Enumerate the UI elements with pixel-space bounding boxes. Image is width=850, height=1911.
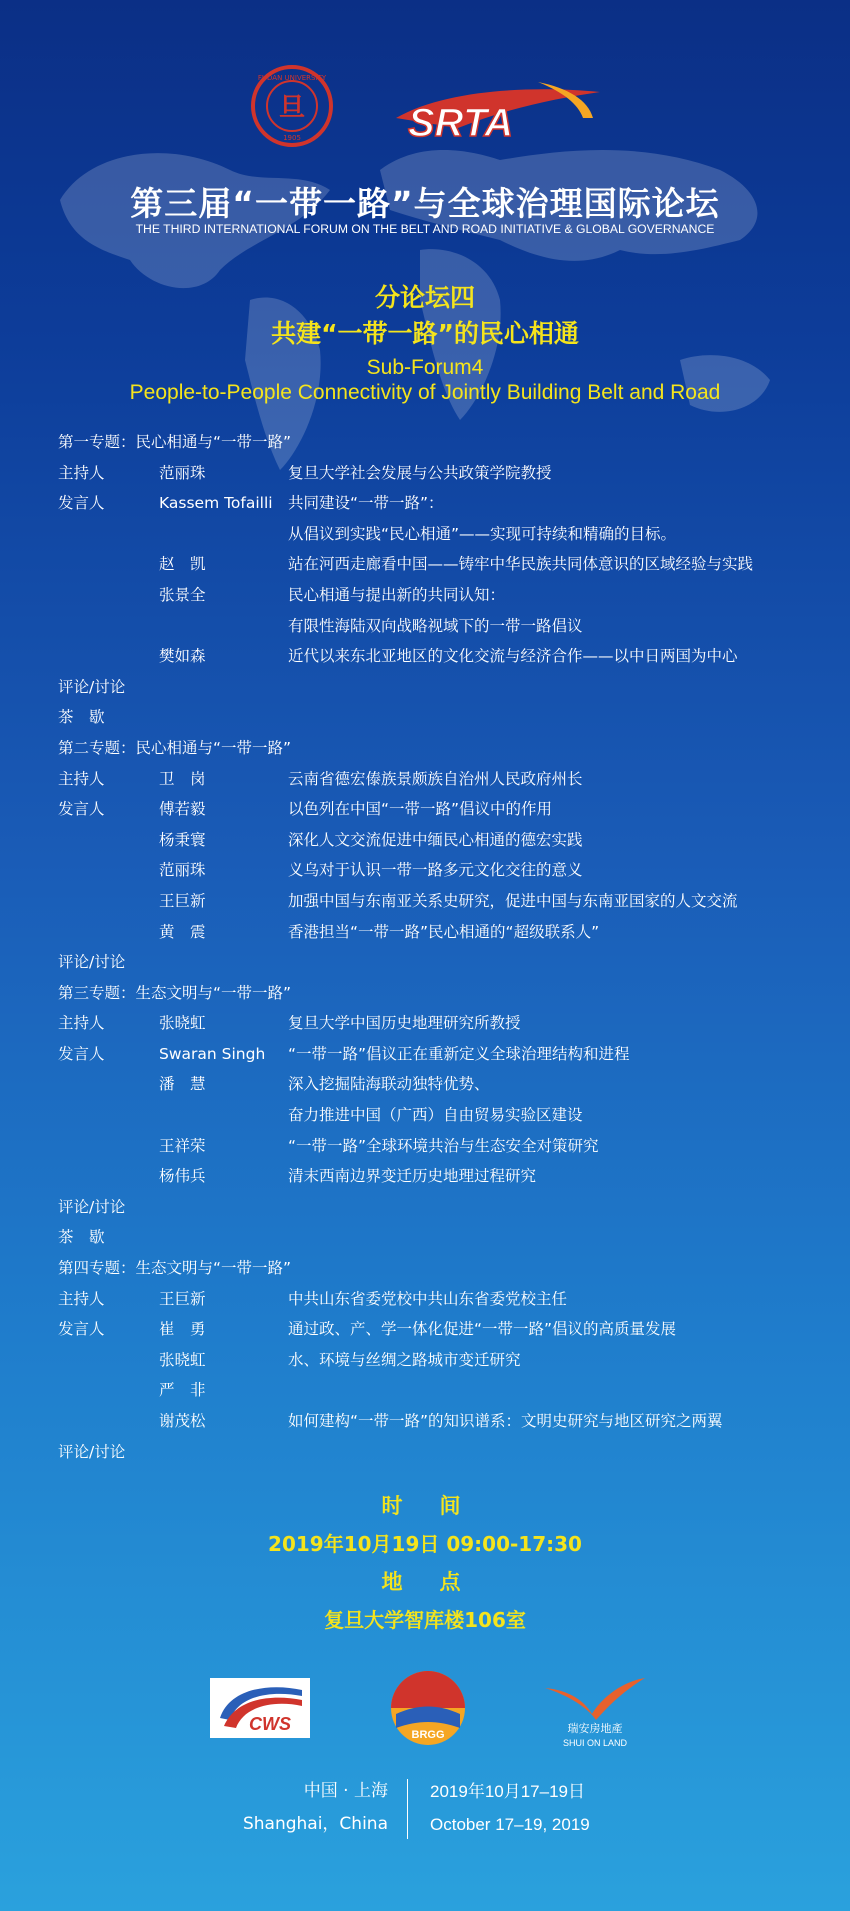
fudan-university-logo bbox=[250, 64, 334, 148]
program-schedule bbox=[58, 427, 818, 1467]
program-topic: “一带一路”全球环境共治与生态安全对策研究 bbox=[288, 1136, 599, 1155]
program-row bbox=[58, 1406, 818, 1437]
program-row bbox=[58, 1039, 818, 1070]
place-label: 地 点 bbox=[381, 1570, 469, 1594]
forum-title-cn: 第三届“一带一路”与全球治理国际论坛 bbox=[130, 184, 720, 223]
program-person: 张晓虹 bbox=[159, 1014, 206, 1033]
footer-location bbox=[243, 1775, 388, 1841]
svg-text:SRTA: SRTA bbox=[408, 101, 514, 145]
program-row bbox=[58, 458, 818, 489]
program-row bbox=[58, 1069, 818, 1100]
program-role: 主持人 bbox=[58, 1289, 105, 1308]
time-place-block bbox=[0, 1487, 850, 1639]
program-row bbox=[58, 519, 818, 550]
program-row bbox=[58, 1100, 818, 1131]
program-person: 樊如森 bbox=[159, 647, 206, 666]
program-person: 卫 岗 bbox=[159, 769, 206, 788]
program-topic: 从倡议到实践“民心相通”——实现可持续和精确的目标。 bbox=[288, 524, 677, 543]
footer bbox=[0, 1775, 850, 1845]
svg-text:旦: 旦 bbox=[278, 93, 306, 123]
program-row bbox=[58, 978, 818, 1009]
program-role: 评论/讨论 bbox=[58, 953, 126, 972]
program-row bbox=[58, 1345, 818, 1376]
program-row bbox=[58, 855, 818, 886]
program-person: 王巨新 bbox=[159, 891, 206, 910]
program-person: 杨伟兵 bbox=[159, 1167, 206, 1186]
program-row bbox=[58, 702, 818, 733]
brgg-logo-text: BRGG bbox=[411, 1729, 445, 1741]
footer-divider bbox=[407, 1779, 408, 1839]
program-row bbox=[58, 917, 818, 948]
program-row bbox=[58, 1375, 818, 1406]
date-en: October 17–19, 2019 bbox=[430, 1815, 590, 1834]
program-row bbox=[58, 1437, 818, 1468]
program-row bbox=[58, 825, 818, 856]
program-row bbox=[58, 1284, 818, 1315]
program-topic: 中共山东省委党校中共山东省委党校主任 bbox=[288, 1289, 568, 1308]
program-row bbox=[58, 886, 818, 917]
program-person: Swaran Singh bbox=[159, 1044, 266, 1063]
program-person: 傅若毅 bbox=[159, 800, 206, 819]
program-role: 评论/讨论 bbox=[58, 1442, 126, 1461]
place-value: 复旦大学智库楼106室 bbox=[324, 1608, 526, 1632]
program-topic: 义乌对于认识一带一路多元文化交往的意义 bbox=[288, 861, 583, 880]
program-row bbox=[58, 549, 818, 580]
program-row bbox=[58, 580, 818, 611]
subforum-theme-en: People-to-People Connectivity of Jointly Building Belt and Road bbox=[129, 381, 721, 404]
program-topic: 通过政、产、学一体化促进“一带一路”倡议的高质量发展 bbox=[288, 1320, 677, 1339]
cws-logo bbox=[210, 1678, 310, 1738]
program-row bbox=[58, 611, 818, 642]
program-row bbox=[58, 764, 818, 795]
forum-title-en: THE THIRD INTERNATIONAL FORUM ON THE BELT AND ROAD INITIATIVE & GLOBAL GOVERNANCE bbox=[135, 222, 715, 236]
program-person: 范丽珠 bbox=[159, 463, 206, 482]
program-person: 严 非 bbox=[159, 1381, 206, 1400]
subforum-theme-cn: 共建“一带一路”的民心相通 bbox=[271, 319, 579, 348]
program-row bbox=[58, 427, 818, 458]
program-person: 谢茂松 bbox=[159, 1412, 206, 1430]
program-role: 发言人 bbox=[58, 494, 105, 513]
program-person: 杨秉寰 bbox=[159, 830, 206, 849]
program-topic: 加强中国与东南亚关系史研究，促进中国与东南亚国家的人文交流 bbox=[288, 891, 738, 910]
footer-dates bbox=[430, 1775, 590, 1841]
shui-cn-text: 瑞安房地產 bbox=[567, 1722, 623, 1735]
program-role: 发言人 bbox=[58, 800, 105, 819]
program-row bbox=[58, 641, 818, 672]
subforum-number-cn: 分论坛四 bbox=[374, 283, 475, 312]
program-row bbox=[58, 1008, 818, 1039]
program-role: 主持人 bbox=[58, 769, 105, 788]
program-role: 第四专题：生态文明与“一带一路” bbox=[58, 1259, 292, 1278]
program-row bbox=[58, 794, 818, 825]
program-person: 张景全 bbox=[159, 585, 206, 604]
program-topic: 站在河西走廊看中国——铸牢中华民族共同体意识的区域经验与实践 bbox=[288, 555, 754, 574]
program-row bbox=[58, 947, 818, 978]
program-person: 王巨新 bbox=[159, 1289, 206, 1308]
top-logos bbox=[0, 62, 850, 152]
svg-text:FUDAN UNIVERSITY: FUDAN UNIVERSITY bbox=[257, 74, 327, 82]
shui-on-land-logo bbox=[540, 1670, 650, 1750]
time-label: 时 间 bbox=[381, 1494, 469, 1518]
program-role: 第二专题：民心相通与“一带一路” bbox=[58, 738, 292, 757]
program-person: 崔 勇 bbox=[159, 1320, 206, 1339]
program-topic: 清末西南边界变迁历史地理过程研究 bbox=[288, 1167, 537, 1186]
program-role: 主持人 bbox=[58, 1014, 105, 1033]
program-person: 王祥荣 bbox=[159, 1136, 206, 1155]
program-topic: “一带一路”倡议正在重新定义全球治理结构和进程 bbox=[288, 1044, 630, 1063]
program-row bbox=[58, 672, 818, 703]
date-cn: 2019年10月17–19日 bbox=[430, 1782, 586, 1801]
program-row bbox=[58, 1131, 818, 1162]
program-row bbox=[58, 1161, 818, 1192]
city-en: Shanghai，China bbox=[242, 1814, 388, 1834]
program-person: 黄 震 bbox=[159, 922, 206, 941]
program-topic: 有限性海陆双向战略视域下的一带一路倡议 bbox=[288, 616, 583, 635]
program-role: 发言人 bbox=[58, 1320, 105, 1339]
program-row bbox=[58, 488, 818, 519]
cws-logo-text: CWS bbox=[249, 1714, 291, 1734]
shui-en-text: SHUI ON LAND bbox=[562, 1738, 628, 1748]
program-topic: 深化人文交流促进中缅民心相通的德宏实践 bbox=[288, 830, 583, 849]
program-topic: 以色列在中国“一带一路”倡议中的作用 bbox=[288, 800, 553, 819]
program-role: 评论/讨论 bbox=[58, 677, 126, 696]
program-person: 范丽珠 bbox=[159, 861, 206, 880]
program-row bbox=[58, 1253, 818, 1284]
program-role: 评论/讨论 bbox=[58, 1197, 126, 1216]
city-cn: 中国 · 上海 bbox=[303, 1781, 388, 1801]
program-topic: 复旦大学中国历史地理研究所教授 bbox=[288, 1014, 521, 1033]
svg-text:1905: 1905 bbox=[283, 134, 301, 142]
program-topic: 如何建构“一带一路”的知识谱系：文明史研究与地区研究之两翼 bbox=[288, 1412, 723, 1430]
program-person: 赵 凯 bbox=[159, 555, 206, 574]
partner-logos bbox=[0, 1668, 850, 1758]
time-value: 2019年10月19日 09:00-17:30 bbox=[268, 1532, 582, 1556]
program-role: 茶 歇 bbox=[58, 708, 105, 727]
program-person: 潘 慧 bbox=[159, 1075, 206, 1094]
brgg-logo bbox=[388, 1668, 468, 1748]
program-topic: 复旦大学社会发展与公共政策学院教授 bbox=[288, 463, 552, 482]
program-topic: 水、环境与丝绸之路城市变迁研究 bbox=[288, 1350, 521, 1369]
program-row bbox=[58, 1314, 818, 1345]
program-topic: 云南省德宏傣族景颇族自治州人民政府州长 bbox=[288, 769, 583, 788]
program-row bbox=[58, 733, 818, 764]
program-topic: 香港担当“一带一路”民心相通的“超级联系人” bbox=[288, 922, 600, 941]
program-topic: 共同建设“一带一路”： bbox=[288, 494, 444, 513]
program-person: 张晓虹 bbox=[159, 1350, 206, 1369]
program-row bbox=[58, 1192, 818, 1223]
program-topic: 民心相通与提出新的共同认知： bbox=[288, 585, 506, 604]
srta-logo bbox=[388, 78, 608, 148]
program-role: 茶 歇 bbox=[58, 1228, 105, 1247]
subforum-number-en: Sub-Forum4 bbox=[366, 356, 484, 379]
program-topic: 奋力推进中国（广西）自由贸易实验区建设 bbox=[288, 1106, 583, 1125]
program-row bbox=[58, 1222, 818, 1253]
program-role: 第一专题：民心相通与“一带一路” bbox=[58, 433, 292, 451]
program-role: 发言人 bbox=[58, 1044, 105, 1063]
program-role: 主持人 bbox=[58, 463, 105, 482]
program-role: 第三专题：生态文明与“一带一路” bbox=[58, 983, 292, 1002]
program-topic: 近代以来东北亚地区的文化交流与经济合作——以中日两国为中心 bbox=[288, 647, 738, 666]
program-topic: 深入挖掘陆海联动独特优势、 bbox=[288, 1075, 490, 1094]
program-person: Kassem Tofailli bbox=[159, 494, 273, 513]
